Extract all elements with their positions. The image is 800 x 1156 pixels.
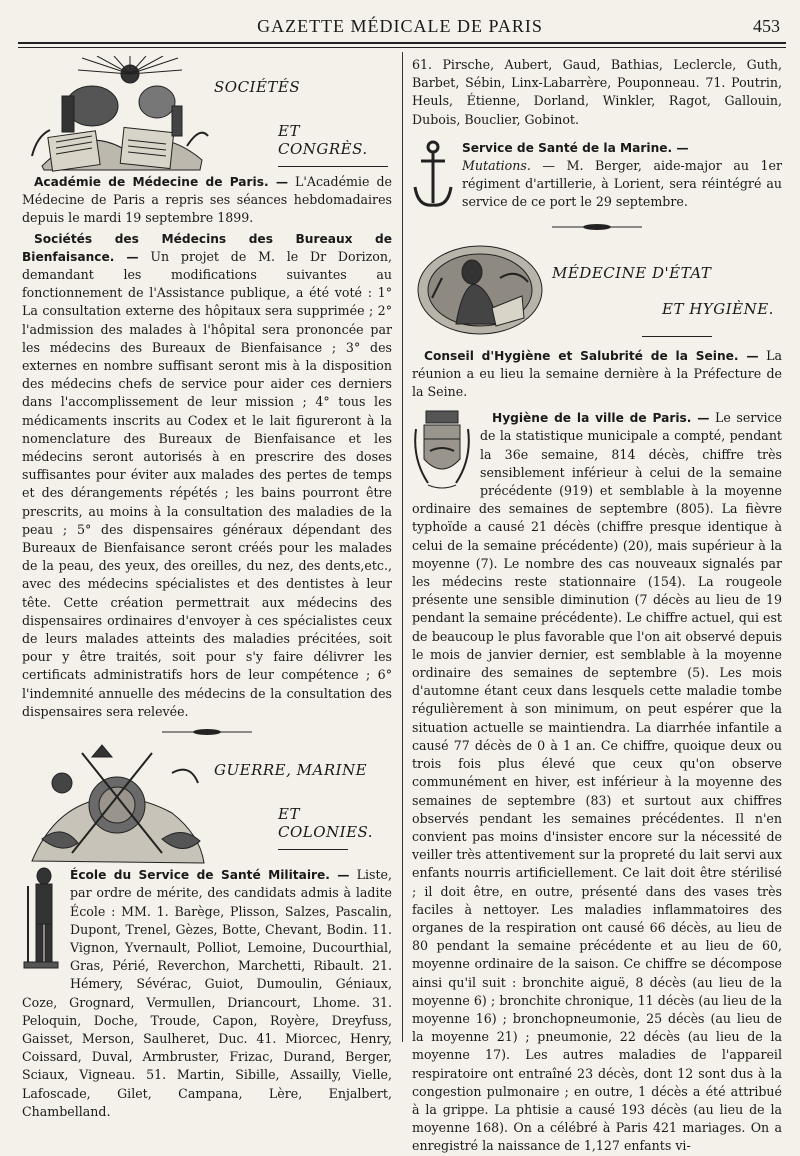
societes-engraving bbox=[22, 56, 212, 174]
banner-title-line2: ET HYGIÈNE. bbox=[662, 299, 774, 318]
header-rule-thick bbox=[18, 42, 786, 44]
section-banner-medecine bbox=[412, 238, 782, 342]
article-societes bbox=[22, 230, 392, 721]
article-marine-wrap bbox=[412, 139, 782, 212]
article-body: L'Académie de Médecine de Paris a repris ses séances hebdomadaires depuis le mardi 19 septembre 1899. bbox=[22, 174, 392, 226]
scholar-engraving bbox=[412, 238, 552, 342]
article-body: Le service de la statistique municipale a compté, pendant la 36e semaine, 814 décès, chiffre très sensiblement inférieur à celui de la semaine précédente (919) et semblable à la moyenne ordinaire des semaines de septembre (805). La fièvre typhoïde a causé 21 décès (chiffre presque identique à celui de la semaine précédente) (20), mais supérieur à la moyenne (7). Le nombre des cas nouveaux signalés par les médecins reste stationnaire (154). La rougeole présente une sensible diminution (7 décès au lieu de 19 pendant la semaine précédente). Le chiffre actuel, qui est de beaucoup le plus favorable que l'on ait observé depuis le mois de janvier dernier, est semblable à la moyenne ordinaire des semaines de septembre (5). Les mois d'automne étant ceux dans lesquels cette maladie tombe régulièrement à son minimum, on peut espérer que la situation actuelle se maintiendra. La diarrhée infantile a causé 77 décès de 0 à 1 an. Ce chiffre, quoique deux ou trois fois plus élevé que ceux qu'on observe communément en hiver, est inférieur à la moyenne des semaines de septembre (83) et surtout aux chiffres observés pendant les semaines précédentes. Il n'en convient pas moins d'insister encore sur la nécessité de veiller très attentivement sur la propreté du lait servi aux enfants nourris artificiellement. Ce lait doit être stérilisé ; il doit être, en outre, présenté dans des vases très faciles à nettoyer. Les maladies inflammatoires des organes de la respiration ont causé 66 décès, au lieu de 80 pendant la semaine précédente et au lieu de 60, moyenne ordinaire de la saison. Ce chiffre se décompose ainsi qu'il suit : bronchite aiguë, 8 décès (au lieu de la moyenne 6) ; bronchite chronique, 11 décès (au lieu de la moyenne 16) ; bronchopneumonie, 25 décès (au lieu de la moyenne 21) ; pneumonie, 22 décès (au lieu de la moyenne 17). Les autres maladies de l'appareil respiratoire ont entraîné 23 décès, dont 12 sont dus à la congestion pulmonaire ; en outre, 1 décès a été attribué à la grippe. La phtisie a causé 193 décès (au lieu de la moyenne 168). On a célébré à Paris 421 mariages. On a enregistré la naissance de 1,127 enfants vi- bbox=[412, 410, 782, 1154]
article-ecole-wrap bbox=[22, 866, 392, 1121]
article-body: La réunion a eu lieu la semaine dernière à la Préfecture de la Seine. bbox=[412, 347, 783, 400]
article-heading: Conseil d'Hygiène et Salubrité de la Seine. — bbox=[424, 348, 759, 363]
sunburst-icon bbox=[78, 56, 182, 83]
banner-title-line2: ET CONGRÈS. bbox=[278, 122, 368, 158]
article-hygiene-wrap bbox=[412, 409, 782, 1155]
right-column bbox=[412, 56, 782, 1156]
banner-title-line1: SOCIÉTÉS bbox=[214, 78, 301, 96]
flag-icon bbox=[92, 745, 112, 757]
section-banner-guerre bbox=[22, 743, 392, 869]
ornament-divider bbox=[552, 222, 642, 232]
article-academie bbox=[22, 173, 392, 228]
article-body: Un projet de M. le Dr Dorizon, demandant les modifications suivantes au fonctionnement de l'Assistance publique, a été voté : 1° La consultation externe des hôpitaux sera supprimée ; 2° l'admission des malades à l'hôpital sera prononcée par les médecins des Bureaux de Bienfaisance ; 3° des externes en nombre suffisant seront mis à la disposition des médecins chefs de service pour aider ces derniers dans l'accomplissement de leur mission ; 4° tous les médicaments inscrits au Codex et le lait figureront à la nomenclature des Bureaux de Bienfaisance et les médecins seront autorisés à en prescrire des doses suffisantes pour éviter aux malades des pertes de temps et des dérangements répétés ; les bains pourront être prescrits, au moins à la consultation des maladies de la peau ; 5° des dispensaires généraux dépendant des Bureaux de Bienfaisance seront créés pour les malades de la peau, des yeux, des oreilles, du nez, des dents,etc., avec des médecins spécialistes et des dentistes à leur tête. Cette création permettrait aux médecins des dispensaires ordinaires d'envoyer à ces spécialistes ceux de leurs malades atteints des maladies précitées, soit pour y être traités, soit pour s'y faire délivrer les certificats administratifs hors de leur compétence ; 6° l'indemnité annuelle des médecins de la consultation des dispensaires sera relevée. bbox=[22, 248, 392, 719]
section-banner-societes bbox=[22, 56, 392, 174]
article-hygiene bbox=[412, 409, 782, 1155]
article-ecole-continued: 61. Pirsche, Aubert, Gaud, Bathias, Leclercle, Guth, Barbet, Sébin, Linx-Labarrère, Pouponneau. 71. Poutrin, Heuls, Étienne, Dorland, Winkler, Ragot, Gallouin, Dubois, Bouclier, Gobinot. bbox=[412, 57, 782, 127]
article-heading: Hygiène de la ville de Paris. — bbox=[492, 411, 710, 426]
article-heading: Sociétés des Médecins des Bureaux de Bienfaisance. — bbox=[22, 231, 392, 264]
article-marine bbox=[412, 139, 782, 212]
banner-title-line2: ET COLONIES. bbox=[278, 805, 374, 842]
running-header bbox=[18, 14, 782, 44]
coat-of-arms-icon bbox=[412, 409, 472, 493]
anchor-icon bbox=[412, 139, 454, 211]
header-rule-thin bbox=[18, 47, 786, 48]
journal-title: GAZETTE MÉDICALE DE PARIS bbox=[257, 16, 543, 36]
banner-title-line1: MÉDECINE D'ÉTAT bbox=[552, 263, 712, 282]
article-conseil bbox=[412, 347, 782, 402]
article-subheading: Mutations. bbox=[462, 158, 531, 174]
soldier-icon bbox=[22, 866, 62, 978]
page-number: 453 bbox=[753, 16, 780, 36]
article-heading: Service de Santé de la Marine. — bbox=[462, 140, 689, 155]
article-heading: École du Service de Santé Militaire. — bbox=[70, 868, 350, 883]
column-divider bbox=[402, 52, 403, 1042]
article-ecole bbox=[22, 866, 392, 1121]
left-column bbox=[22, 56, 392, 1121]
article-heading: Académie de Médecine de Paris. — bbox=[34, 175, 289, 189]
banner-title-line1: GUERRE, MARINE bbox=[214, 761, 368, 780]
military-engraving bbox=[22, 743, 212, 869]
ornament-divider bbox=[162, 727, 252, 737]
article-body: Liste, par ordre de mérite, des candidats admis à ladite École : MM. 1. Barège, Plisson, Salzes, Pascalin, Dupont, Trenel, Gèzes, Botte, Chevant, Bodin. 11. Vignon, Yvernault, Polliot, Lemoine, Ducourthial, Gras, Périé, Reverchon, Marchetti, Ribault. 21. Hémery, Sévérac, Guiot, Dumoulin, Géniaux, Coze, Grognard, Vermullen, Driancourt, Lhome. 31. Peloquin, Doche, Troude, Capon, Royère, Dreyfuss, Gaisset, Merson, Saulheret, Duc. 41. Miorcec, Henry, Coissard, Duval, Armbruster, Frizac, Durand, Berger, Sciaux, Vigneau. 51. Martin, Sibille, Assailly, Vielle, Lafoscade, Gilet, Campana, Lère, Enjalbert, Chambelland. bbox=[22, 867, 392, 1119]
article-body: — M. Berger, aide-major au 1er régiment d'artillerie, à Lorient, sera réintégré au service de ce port le 29 septembre. bbox=[462, 158, 782, 210]
